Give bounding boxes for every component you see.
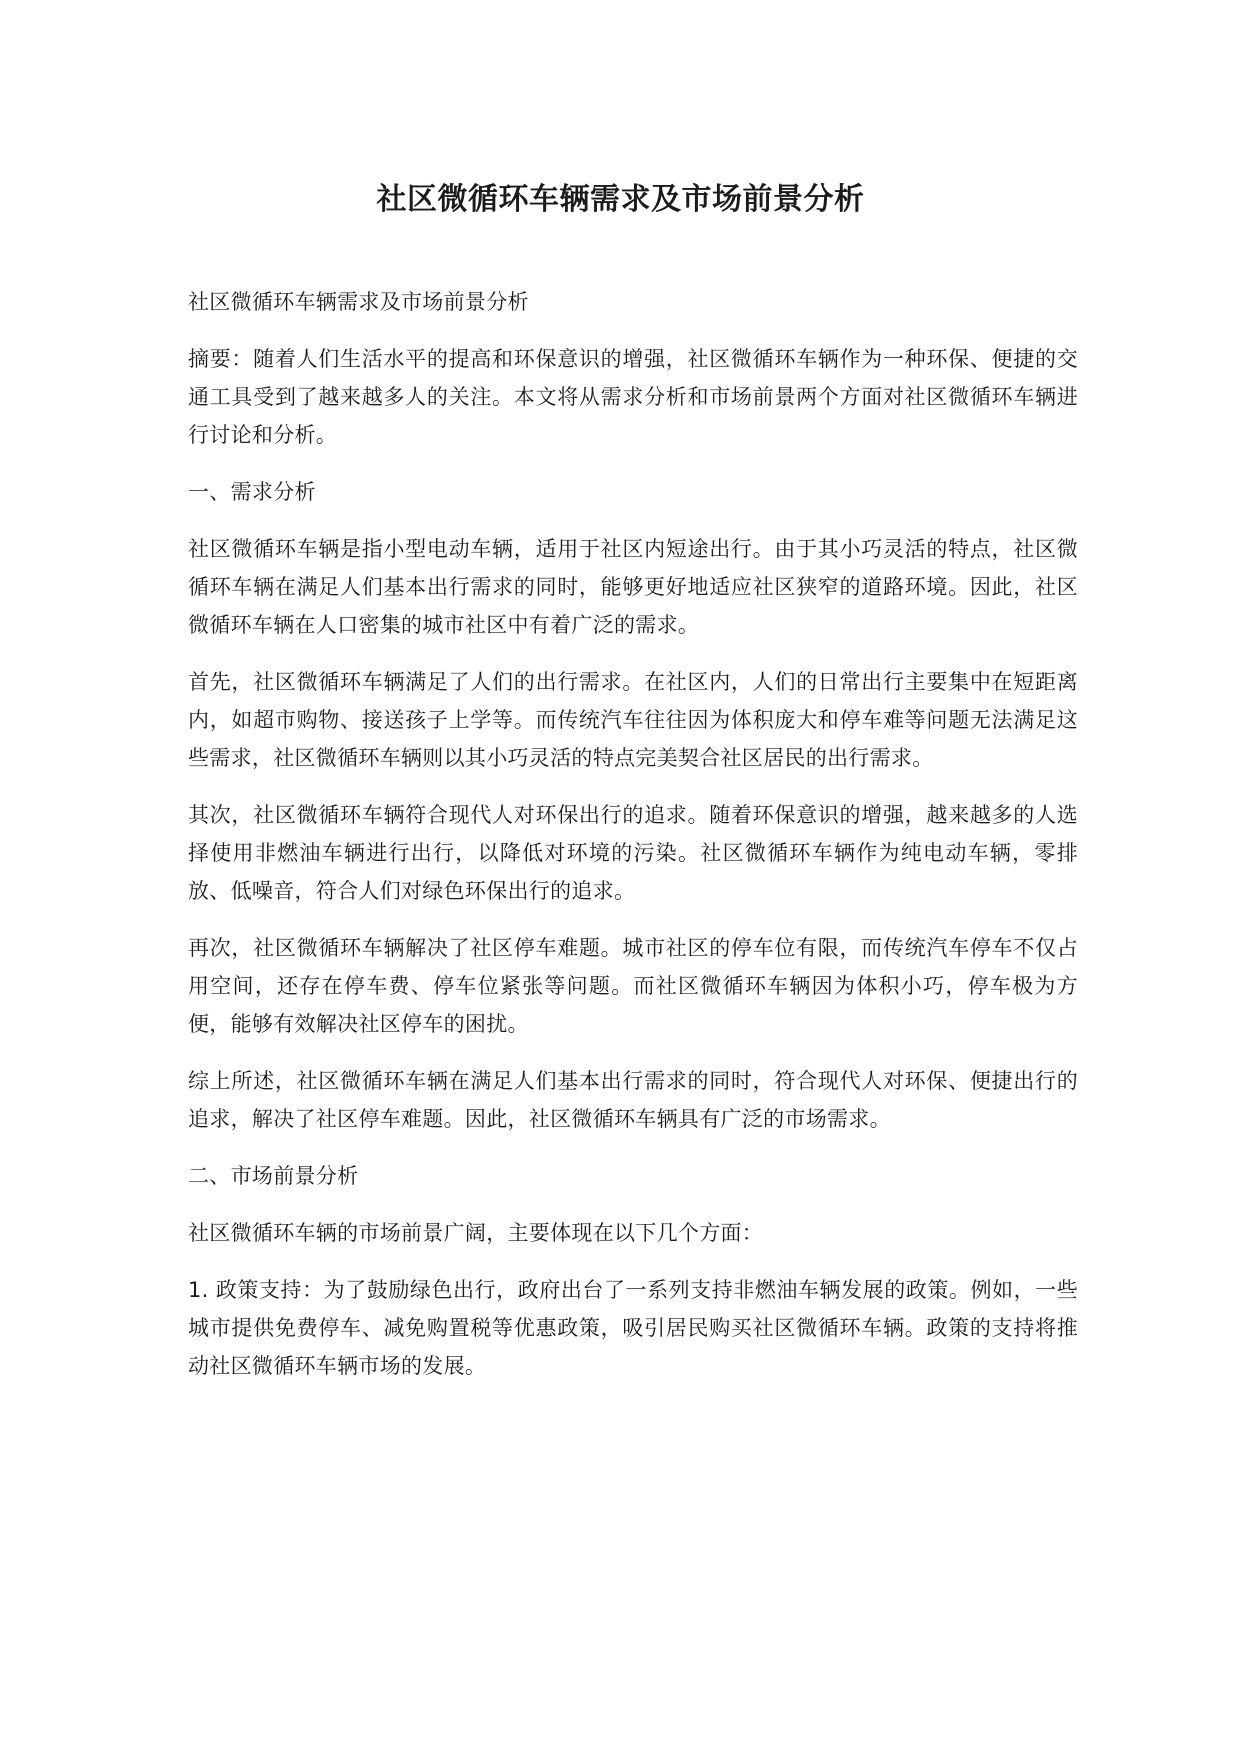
subtitle-paragraph: 社区微循环车辆需求及市场前景分析 xyxy=(188,290,529,314)
body-paragraph: 首先，社区微循环车辆满足了人们的出行需求。在社区内，人们的日常出行主要集中在短距离内，如超市购物、接送孩子上学等。而传统汽车往往因为体积庞大和停车难等问题无法满足这些需求，社区微循环车辆则以其小巧灵活的特点完美契合社区居民的出行需求。 xyxy=(188,670,1078,770)
document-title: 社区微循环车辆需求及市场前景分析 xyxy=(376,182,865,217)
body-paragraph: 综上所述，社区微循环车辆在满足人们基本出行需求的同时，符合现代人对环保、便捷出行的追求，解决了社区停车难题。因此，社区微循环车辆具有广泛的市场需求。 xyxy=(188,1069,1078,1131)
abstract-paragraph: 摘要：随着人们生活水平的提高和环保意识的增强，社区微循环车辆作为一种环保、便捷的交通工具受到了越来越多人的关注。本文将从需求分析和市场前景两个方面对社区微循环车辆进行讨论和分析。 xyxy=(188,347,1078,447)
body-paragraph: 社区微循环车辆是指小型电动车辆，适用于社区内短途出行。由于其小巧灵活的特点，社区微循环车辆在满足人们基本出行需求的同时，能够更好地适应社区狭窄的道路环境。因此，社区微循环车辆在人口密集的城市社区中有着广泛的需求。 xyxy=(188,537,1078,637)
body-paragraph: 社区微循环车辆的市场前景广阔，主要体现在以下几个方面： xyxy=(188,1221,764,1245)
section-heading-demand: 一、需求分析 xyxy=(188,480,316,504)
list-item-paragraph: 1. 政策支持：为了鼓励绿色出行，政府出台了一系列支持非燃油车辆发展的政策。例如，一些城市提供免费停车、减免购置税等优惠政策，吸引居民购买社区微循环车辆。政策的支持将推动社区微循环车辆市场的发展。 xyxy=(188,1278,1078,1378)
section-heading-market: 二、市场前景分析 xyxy=(188,1164,359,1188)
body-paragraph: 再次，社区微循环车辆解决了社区停车难题。城市社区的停车位有限，而传统汽车停车不仅占用空间，还存在停车费、停车位紧张等问题。而社区微循环车辆因为体积小巧，停车极为方便，能够有效解决社区停车的困扰。 xyxy=(188,936,1078,1036)
document-body xyxy=(188,283,1078,1404)
body-paragraph: 其次，社区微循环车辆符合现代人对环保出行的追求。随着环保意识的增强，越来越多的人选择使用非燃油车辆进行出行，以降低对环境的污染。社区微循环车辆作为纯电动车辆，零排放、低噪音，符合人们对绿色环保出行的追求。 xyxy=(188,803,1078,903)
